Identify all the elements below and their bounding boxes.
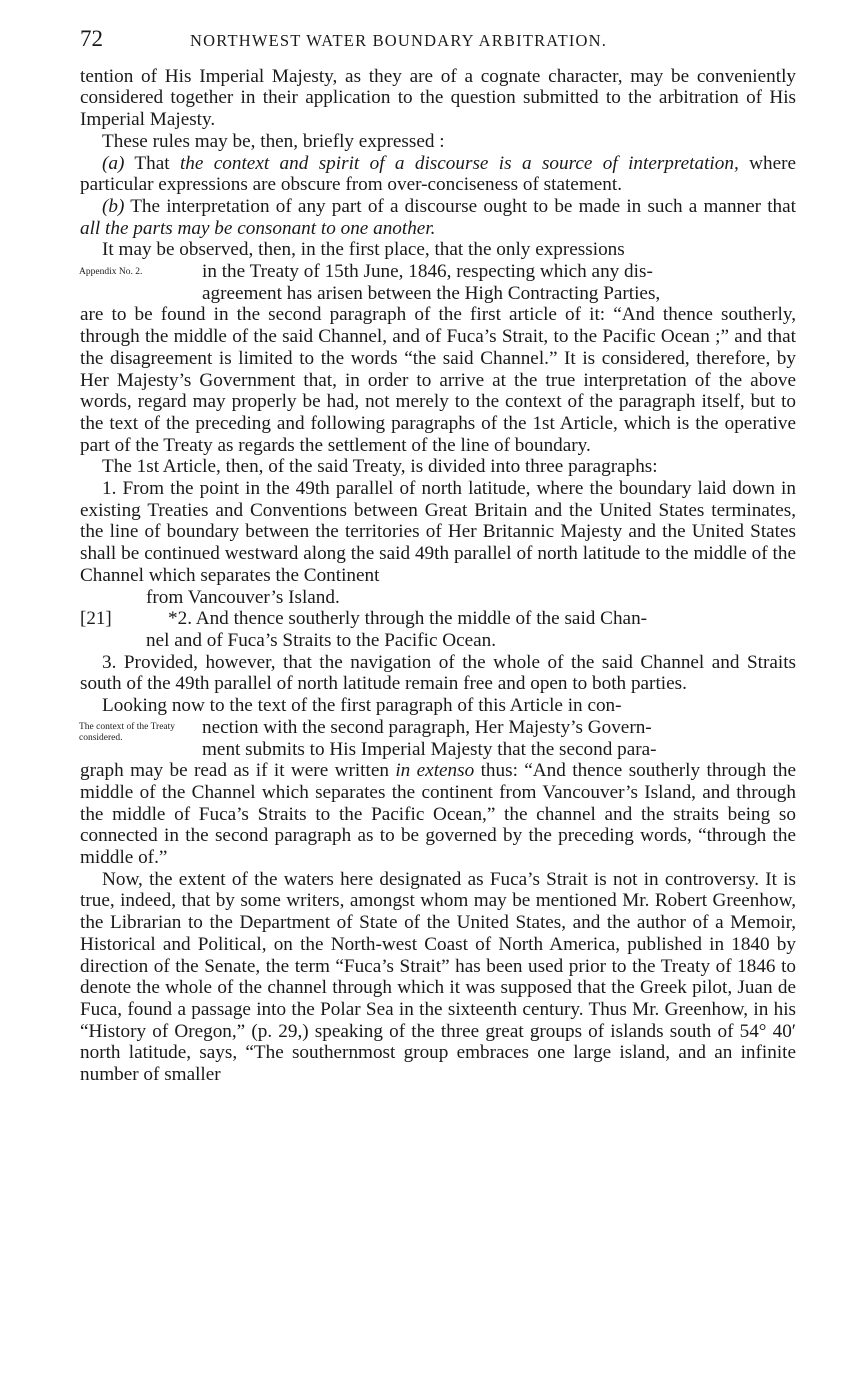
para5-line2: nection with the second paragraph, Her Majesty’s Govern- [202, 716, 652, 738]
margin-note-context: The context of the Treaty considered. [79, 722, 176, 744]
paragraph-article-division: The 1st Article, then, of the said Treaty, is divided into three paragraphs: [102, 456, 658, 478]
article-item-2 [80, 608, 796, 630]
paragraph-context [80, 695, 796, 869]
page-header [80, 28, 796, 52]
document-page [80, 28, 796, 1086]
para5-rest-text: thus: “And thence southerly through the middle of the Channel which separates the continent from Vancouver’s Island, and through the middle of Fuca’s Straits to the Pacific Ocean,” the channel and the straits being so connected in the second paragraph as to be governed by the preceding words, “through the middle of.” [80, 760, 797, 869]
paragraph-continuation: tention of His Imperial Majesty, as they are of a cognate character, may be conveniently considered together in their application to the question submitted to the arbitration of His Imperial Majesty. [80, 65, 796, 131]
rule-a [80, 153, 796, 196]
page-number: 72 [80, 26, 103, 51]
para5-rest-lead: graph may be read as if it were written [80, 760, 396, 782]
article-item-2-line1: *2. And thence southerly through the middle of the said Chan- [168, 608, 648, 630]
page-reference: [21] [80, 608, 112, 630]
para5-line1: Looking now to the text of the first paragraph of this Article in con- [102, 695, 622, 717]
rule-b-italic: all the parts may be consonant to one another. [80, 217, 436, 239]
para3-line2: in the Treaty of 15th June, 1846, respecting which any dis- [202, 261, 653, 283]
article-item-1: 1. From the point in the 49th parallel of north latitude, where the boundary laid down in existing Treaties and Conventions between Great Britain and the United States terminates, the line of boundary between the territories of Her Britannic Majesty and the United States shall be continued westward along the said 49th parallel of north latitude to the middle of the Channel which separates the Continent [80, 478, 796, 586]
para5-line3: ment submits to His Imperial Majesty that the second para- [202, 738, 657, 760]
rule-b-label: (b) [102, 195, 125, 217]
para5-rest-italic: in extenso [395, 760, 475, 782]
paragraph-treaty-expressions [80, 239, 796, 456]
rule-b-lead: The interpretation of any part of a discourse ought to be made in such a manner that [124, 195, 796, 217]
article-item-1-last: from Vancouver’s Island. [146, 586, 340, 608]
running-title: NORTHWEST WATER BOUNDARY ARBITRATION. [190, 31, 608, 50]
margin-note-appendix: Appendix No. 2. [79, 267, 143, 278]
rule-a-italic: the context and spirit of a discourse is a source of interpretation, [179, 152, 739, 174]
para3-rest: are to be found in the second paragraph of the first article of it: “And thence southerly, through the middle of the said Channel, and of Fuca’s Strait, to the Pacific Ocean ;” and that the disagreement is limited to the words “the said Channel.” It is considered, therefore, by Her Majesty’s Government that, in order to arrive at the true interpretation of the above words, regard may properly be had, not merely to the context of the paragraph itself, but to the text of the preceding and following paragraphs of the 1st Article, which is the operative part of the Treaty as regards the settlement of the line of boundary. [80, 304, 796, 456]
para5-rest [80, 760, 796, 869]
para3-line3: agreement has arisen between the High Contracting Parties, [202, 282, 661, 304]
para3-line1: It may be observed, then, in the first place, that the only expressions [102, 239, 625, 261]
rule-b [80, 196, 796, 239]
article-item-2-line2: nel and of Fuca’s Straits to the Pacific Ocean. [146, 629, 497, 651]
article-item-3: 3. Provided, however, that the navigation of the whole of the said Channel and Straits south of the 49th parallel of north latitude remain free and open to both parties. [80, 651, 796, 695]
paragraph-fucas-strait: Now, the extent of the waters here designated as Fuca’s Strait is not in controversy. It is true, indeed, that by some writers, amongst whom may be mentioned Mr. Robert Greenhow, the Librarian to the Department of State of the United States, and the author of a Memoir, Historical and Political, on the North-west Coast of North America, published in 1840 by direction of the Senate, the term “Fuca’s Strait” has been used prior to the Treaty of 1846 to denote the whole of the channel through which it was supposed that the Greek pilot, Juan de Fuca, found a passage into the Polar Sea in the sixteenth century. Thus Mr. Greenhow, in his “History of Oregon,” (p. 29,) speaking of the three great groups of islands south of 54° 40′ north latitude, says, “The southernmost group embraces one large island, and an infinite number of smaller [80, 868, 796, 1086]
paragraph-rules-intro: These rules may be, then, briefly expressed : [102, 130, 445, 152]
rule-a-rest: where particular expressions are obscure from over-conciseness of statement. [80, 152, 796, 196]
rule-a-label: (a) [102, 152, 125, 174]
rule-a-lead: That [124, 152, 180, 174]
